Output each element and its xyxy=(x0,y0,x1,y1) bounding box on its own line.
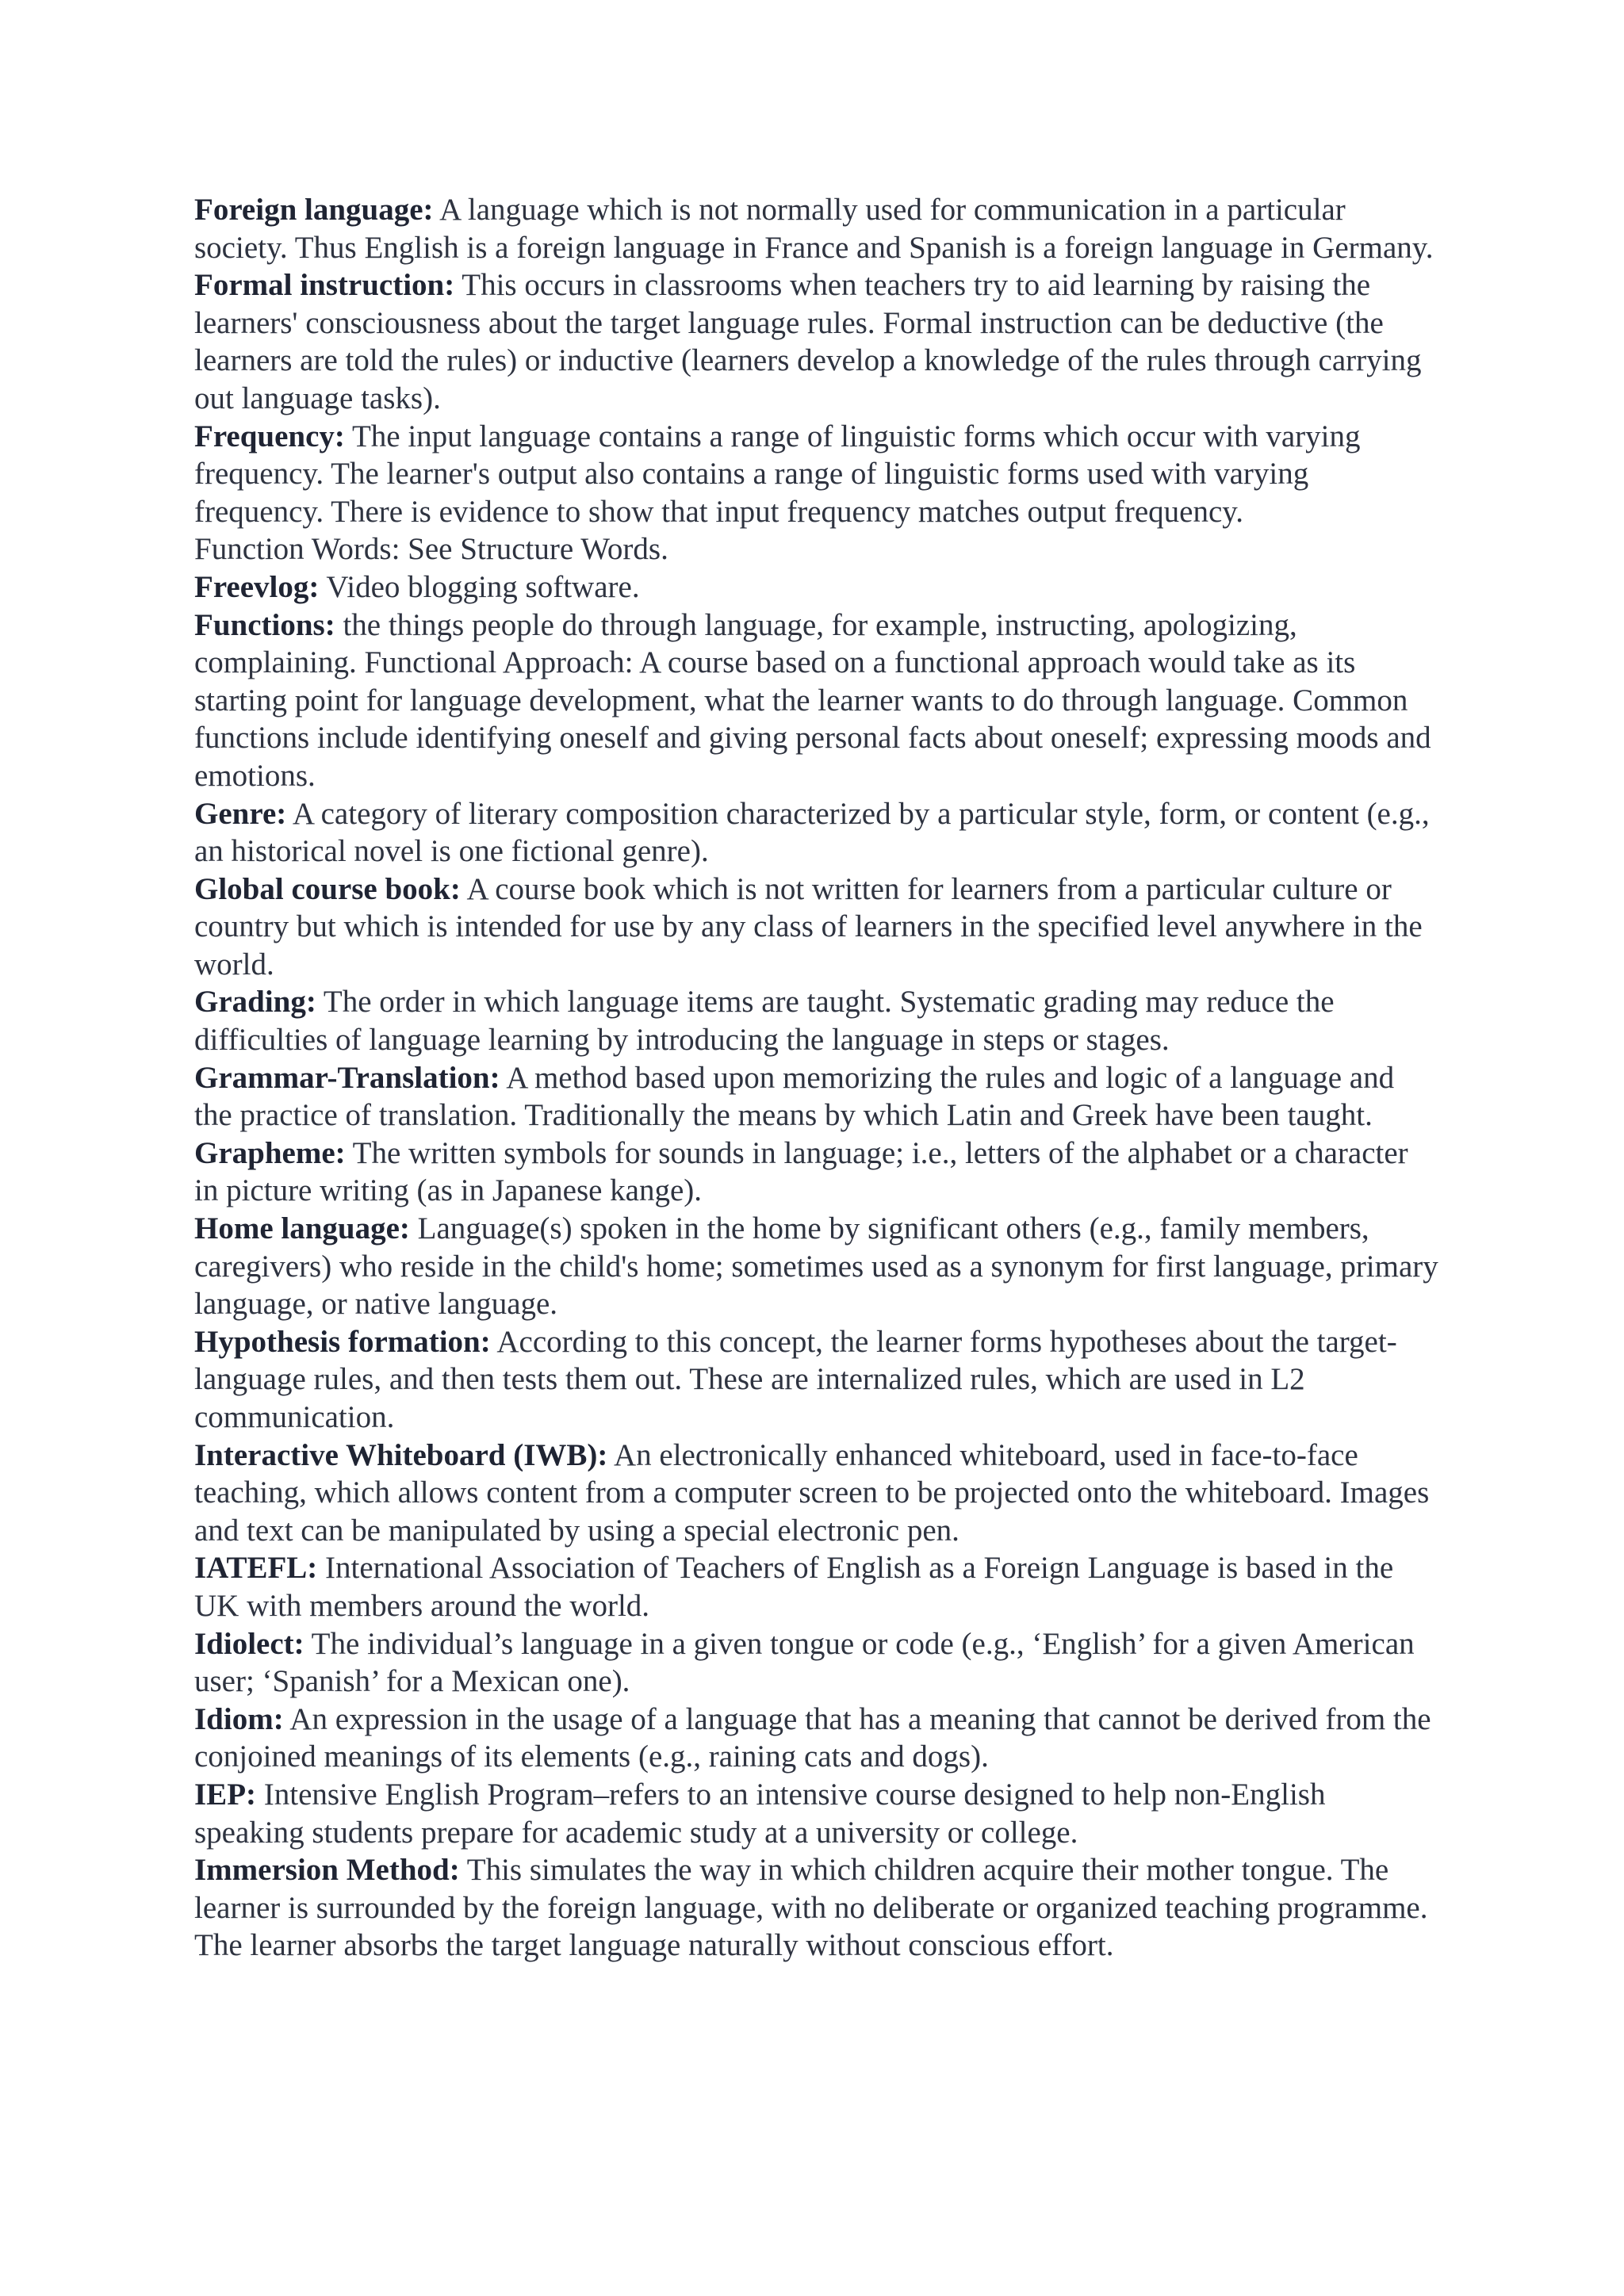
entry-term: Idiolect: xyxy=(194,1626,304,1661)
glossary-entry xyxy=(194,1776,1439,1851)
glossary-entry xyxy=(194,871,1439,984)
entry-term: Hypothesis formation: xyxy=(194,1324,491,1359)
entry-term: Freevlog: xyxy=(194,569,320,604)
glossary-entry xyxy=(194,1323,1439,1437)
glossary-body xyxy=(194,191,1439,1965)
entry-term: Grading: xyxy=(194,985,316,1020)
glossary-entry xyxy=(194,418,1439,531)
entry-term: Grapheme: xyxy=(194,1135,346,1170)
glossary-entry xyxy=(194,1701,1439,1776)
glossary-entry xyxy=(194,568,1439,607)
entry-definition: Function Words: See Structure Words. xyxy=(194,532,668,567)
entry-definition: A method based upon memorizing the rules and logic of a language and the practice of translation. Traditionally the means by which Latin and Greek have been taught. xyxy=(194,1060,1395,1133)
entry-term: Foreign language: xyxy=(194,193,434,227)
entry-term: Immersion Method: xyxy=(194,1853,460,1888)
entry-term: Home language: xyxy=(194,1211,410,1246)
entry-definition: An electronically enhanced whiteboard, used in face-to-face teaching, which allows content from a computer screen to be projected onto the whiteboard. Images and text can be manipulated by using a special electronic pen. xyxy=(194,1437,1430,1548)
glossary-entry xyxy=(194,1135,1439,1210)
entry-term: Genre: xyxy=(194,796,287,831)
entry-term: Interactive Whiteboard (IWB): xyxy=(194,1437,608,1472)
glossary-entry xyxy=(194,983,1439,1058)
entry-definition: the things people do through language, for example, instructing, apologizing, complaining. Functional Approach: A course based on a functional approach would take as its starting point for language development, what the learner wants to do through language. Common functions include identifying oneself and giving personal facts about oneself; expressing moods and emotions. xyxy=(194,607,1431,793)
entry-definition: The individual’s language in a given tongue or code (e.g., ‘English’ for a given American user; ‘Spanish’ for a Mexican one). xyxy=(194,1626,1415,1699)
entry-definition: The written symbols for sounds in language; i.e., letters of the alphabet or a character in picture writing (as in Japanese kange). xyxy=(194,1135,1408,1208)
glossary-entry xyxy=(194,1625,1439,1701)
entry-term: Global course book: xyxy=(194,871,461,906)
glossary-entry xyxy=(194,1059,1439,1135)
glossary-entry xyxy=(194,1549,1439,1624)
glossary-entry xyxy=(194,191,1439,266)
entry-definition: This simulates the way in which children acquire their mother tongue. The learner is surrounded by the foreign language, with no deliberate or organized teaching programme. The learner absorbs the target language naturally without conscious effort. xyxy=(194,1853,1428,1963)
entry-definition: A language which is not normally used for communication in a particular society. Thus English is a foreign language in France and Spanish is a foreign language in Germany. xyxy=(194,193,1434,265)
entry-term: Frequency: xyxy=(194,419,345,453)
glossary-entry xyxy=(194,1210,1439,1323)
entry-term: IATEFL: xyxy=(194,1551,318,1586)
glossary-entry xyxy=(194,607,1439,795)
entry-term: Grammar-Translation: xyxy=(194,1060,500,1095)
entry-term: IEP: xyxy=(194,1777,256,1812)
entry-term: Formal instruction: xyxy=(194,268,455,303)
glossary-entry xyxy=(194,266,1439,417)
glossary-entry xyxy=(194,1437,1439,1550)
glossary-entry xyxy=(194,1851,1439,1965)
entry-term: Idiom: xyxy=(194,1701,284,1736)
entry-definition: A course book which is not written for learners from a particular culture or country but which is intended for use by any class of learners in the specified level anywhere in the world. xyxy=(194,871,1423,982)
glossary-entry xyxy=(194,530,1439,568)
entry-definition: The order in which language items are taught. Systematic grading may reduce the difficulties of language learning by introducing the language in steps or stages. xyxy=(194,985,1335,1058)
entry-definition: Language(s) spoken in the home by significant others (e.g., family members, caregivers) who reside in the child's home; sometimes used as a synonym for first language, primary language, or native language. xyxy=(194,1211,1438,1322)
entry-definition: This occurs in classrooms when teachers try to aid learning by raising the learners' consciousness about the target language rules. Formal instruction can be deductive (the learners are told the rules) or inductive (learners develop a knowledge of the rules through carrying out language tasks). xyxy=(194,268,1422,415)
entry-definition: An expression in the usage of a language that has a meaning that cannot be derived from the conjoined meanings of its elements (e.g., raining cats and dogs). xyxy=(194,1701,1431,1774)
entry-term: Functions: xyxy=(194,607,335,642)
glossary-entry xyxy=(194,795,1439,871)
entry-definition: Video blogging software. xyxy=(319,569,640,604)
entry-definition: International Association of Teachers of English as a Foreign Language is based in the UK with members around the world. xyxy=(194,1551,1394,1623)
entry-definition: A category of literary composition characterized by a particular style, form, or content (e.g., an historical novel is one fictional genre). xyxy=(194,796,1430,869)
entry-definition: The input language contains a range of linguistic forms which occur with varying frequency. The learner's output also contains a range of linguistic forms used with varying frequency. There is evidence to show that input frequency matches output frequency. xyxy=(194,419,1361,529)
entry-definition: Intensive English Program–refers to an intensive course designed to help non-English speaking students prepare for academic study at a university or college. xyxy=(194,1777,1326,1850)
entry-definition: According to this concept, the learner forms hypotheses about the target-language rules, and then tests them out. These are internalized rules, which are used in L2 communication. xyxy=(194,1324,1397,1434)
